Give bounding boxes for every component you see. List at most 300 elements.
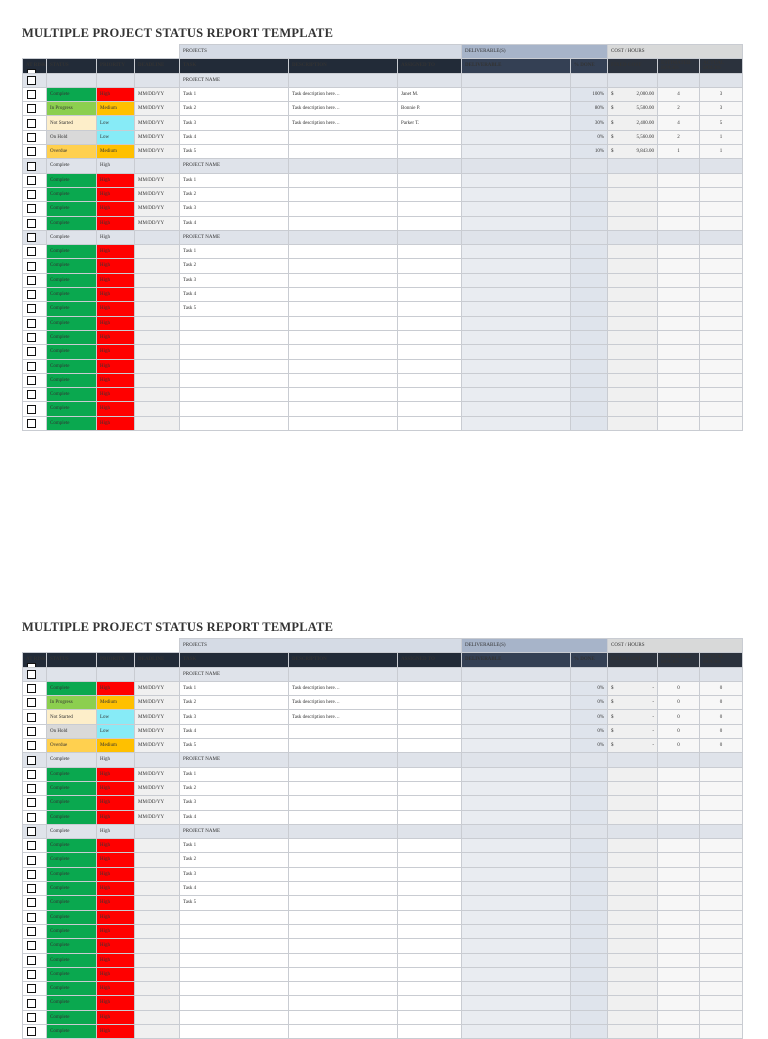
estimated-hours-cell[interactable] bbox=[658, 781, 700, 795]
deadline-cell[interactable]: MM/DD/YY bbox=[135, 724, 180, 738]
fixed-cost-cell[interactable] bbox=[608, 867, 658, 881]
deliverable-cell[interactable] bbox=[462, 359, 571, 373]
deliverable-cell[interactable] bbox=[462, 939, 571, 953]
at-risk-checkbox[interactable] bbox=[27, 913, 36, 922]
actual-hours-cell[interactable]: 0 bbox=[700, 739, 743, 753]
fixed-cost-cell[interactable] bbox=[608, 202, 658, 216]
pct-done-cell[interactable] bbox=[571, 288, 608, 302]
estimated-hours-cell[interactable] bbox=[658, 1025, 700, 1039]
estimated-hours-cell[interactable] bbox=[658, 230, 700, 244]
status-cell[interactable]: Complete bbox=[47, 202, 97, 216]
assigned-to-cell[interactable] bbox=[398, 402, 462, 416]
deliverable-cell[interactable] bbox=[462, 710, 571, 724]
at-risk-checkbox[interactable] bbox=[27, 741, 36, 750]
pct-done-cell[interactable]: 30% bbox=[571, 116, 608, 130]
deadline-cell[interactable]: MM/DD/YY bbox=[135, 810, 180, 824]
fixed-cost-cell[interactable] bbox=[608, 316, 658, 330]
priority-cell[interactable]: High bbox=[97, 273, 135, 287]
estimated-hours-cell[interactable] bbox=[658, 982, 700, 996]
pct-done-cell[interactable] bbox=[571, 753, 608, 767]
status-cell[interactable]: Complete bbox=[47, 796, 97, 810]
actual-hours-cell[interactable] bbox=[700, 259, 743, 273]
at-risk-checkbox[interactable] bbox=[27, 304, 36, 313]
at-risk-checkbox[interactable] bbox=[27, 233, 36, 242]
deliverable-cell[interactable] bbox=[462, 767, 571, 781]
fixed-cost-cell[interactable] bbox=[608, 73, 658, 87]
task-cell[interactable] bbox=[180, 939, 289, 953]
task-cell[interactable] bbox=[180, 953, 289, 967]
deliverable-cell[interactable] bbox=[462, 130, 571, 144]
deadline-cell[interactable] bbox=[135, 882, 180, 896]
description-cell[interactable] bbox=[289, 259, 398, 273]
task-cell[interactable] bbox=[180, 388, 289, 402]
description-cell[interactable] bbox=[289, 316, 398, 330]
priority-cell[interactable]: High bbox=[97, 345, 135, 359]
task-cell[interactable] bbox=[180, 1025, 289, 1039]
description-cell[interactable] bbox=[289, 939, 398, 953]
priority-cell[interactable]: Medium bbox=[97, 696, 135, 710]
status-cell[interactable]: Complete bbox=[47, 839, 97, 853]
fixed-cost-cell[interactable] bbox=[608, 924, 658, 938]
project-name-cell[interactable]: PROJECT NAME bbox=[180, 753, 289, 767]
fixed-cost-cell[interactable] bbox=[608, 1010, 658, 1024]
fixed-cost-cell[interactable] bbox=[608, 753, 658, 767]
estimated-hours-cell[interactable]: 0 bbox=[658, 681, 700, 695]
description-cell[interactable] bbox=[289, 187, 398, 201]
priority-cell[interactable]: High bbox=[97, 359, 135, 373]
estimated-hours-cell[interactable] bbox=[658, 924, 700, 938]
actual-hours-cell[interactable] bbox=[700, 202, 743, 216]
assigned-to-cell[interactable] bbox=[398, 259, 462, 273]
pct-done-cell[interactable] bbox=[571, 73, 608, 87]
deliverable-cell[interactable] bbox=[462, 924, 571, 938]
deadline-cell[interactable] bbox=[135, 73, 180, 87]
assigned-to-cell[interactable] bbox=[398, 939, 462, 953]
description-cell[interactable] bbox=[289, 302, 398, 316]
priority-cell[interactable]: High bbox=[97, 202, 135, 216]
priority-cell[interactable] bbox=[97, 73, 135, 87]
assigned-to-cell[interactable] bbox=[398, 345, 462, 359]
fixed-cost-cell[interactable] bbox=[608, 896, 658, 910]
actual-hours-cell[interactable] bbox=[700, 753, 743, 767]
priority-cell[interactable]: High bbox=[97, 302, 135, 316]
description-cell[interactable]: Task description here… bbox=[289, 102, 398, 116]
at-risk-checkbox[interactable] bbox=[27, 347, 36, 356]
actual-hours-cell[interactable] bbox=[700, 939, 743, 953]
at-risk-checkbox[interactable] bbox=[27, 841, 36, 850]
task-cell[interactable]: Task 5 bbox=[180, 302, 289, 316]
assigned-to-cell[interactable] bbox=[398, 924, 462, 938]
pct-done-cell[interactable]: 0% bbox=[571, 130, 608, 144]
pct-done-cell[interactable] bbox=[571, 1010, 608, 1024]
status-cell[interactable]: Complete bbox=[47, 810, 97, 824]
assigned-to-cell[interactable] bbox=[398, 867, 462, 881]
assigned-to-cell[interactable]: Bonnie P. bbox=[398, 102, 462, 116]
assigned-to-cell[interactable] bbox=[398, 388, 462, 402]
actual-hours-cell[interactable] bbox=[700, 416, 743, 430]
estimated-hours-cell[interactable] bbox=[658, 753, 700, 767]
assigned-to-cell[interactable] bbox=[398, 996, 462, 1010]
deadline-cell[interactable]: MM/DD/YY bbox=[135, 216, 180, 230]
deadline-cell[interactable] bbox=[135, 924, 180, 938]
description-cell[interactable] bbox=[289, 796, 398, 810]
assigned-to-cell[interactable] bbox=[398, 681, 462, 695]
at-risk-checkbox[interactable] bbox=[27, 884, 36, 893]
deadline-cell[interactable] bbox=[135, 273, 180, 287]
description-cell[interactable] bbox=[289, 967, 398, 981]
task-cell[interactable]: Task 1 bbox=[180, 767, 289, 781]
description-cell[interactable] bbox=[289, 273, 398, 287]
task-cell[interactable] bbox=[180, 910, 289, 924]
deadline-cell[interactable]: MM/DD/YY bbox=[135, 173, 180, 187]
actual-hours-cell[interactable] bbox=[700, 796, 743, 810]
assigned-to-cell[interactable] bbox=[398, 853, 462, 867]
at-risk-checkbox[interactable] bbox=[27, 984, 36, 993]
deliverable-cell[interactable] bbox=[462, 681, 571, 695]
deliverable-cell[interactable] bbox=[462, 259, 571, 273]
status-cell[interactable]: Complete bbox=[47, 359, 97, 373]
status-cell[interactable]: Complete bbox=[47, 896, 97, 910]
actual-hours-cell[interactable]: 3 bbox=[700, 87, 743, 101]
pct-done-cell[interactable] bbox=[571, 939, 608, 953]
estimated-hours-cell[interactable] bbox=[658, 216, 700, 230]
status-cell[interactable]: On Hold bbox=[47, 724, 97, 738]
fixed-cost-cell[interactable] bbox=[608, 288, 658, 302]
task-cell[interactable]: Task 3 bbox=[180, 867, 289, 881]
description-cell[interactable] bbox=[289, 982, 398, 996]
assigned-to-cell[interactable] bbox=[398, 710, 462, 724]
assigned-to-cell[interactable] bbox=[398, 416, 462, 430]
deadline-cell[interactable] bbox=[135, 230, 180, 244]
fixed-cost-cell[interactable] bbox=[608, 882, 658, 896]
assigned-to-cell[interactable] bbox=[398, 753, 462, 767]
assigned-to-cell[interactable] bbox=[398, 145, 462, 159]
deadline-cell[interactable] bbox=[135, 359, 180, 373]
task-cell[interactable]: Task 4 bbox=[180, 882, 289, 896]
estimated-hours-cell[interactable] bbox=[658, 1010, 700, 1024]
fixed-cost-cell[interactable] bbox=[608, 373, 658, 387]
deadline-cell[interactable]: MM/DD/YY bbox=[135, 767, 180, 781]
assigned-to-cell[interactable] bbox=[398, 359, 462, 373]
status-cell[interactable]: Complete bbox=[47, 159, 97, 173]
pct-done-cell[interactable] bbox=[571, 259, 608, 273]
at-risk-checkbox[interactable] bbox=[27, 698, 36, 707]
deliverable-cell[interactable] bbox=[462, 416, 571, 430]
deliverable-cell[interactable] bbox=[462, 87, 571, 101]
header-checkbox[interactable] bbox=[27, 663, 36, 667]
task-cell[interactable] bbox=[180, 416, 289, 430]
at-risk-checkbox[interactable] bbox=[27, 870, 36, 879]
estimated-hours-cell[interactable] bbox=[658, 245, 700, 259]
priority-cell[interactable]: High bbox=[97, 681, 135, 695]
status-cell[interactable]: Complete bbox=[47, 302, 97, 316]
pct-done-cell[interactable] bbox=[571, 187, 608, 201]
deliverable-cell[interactable] bbox=[462, 810, 571, 824]
description-cell[interactable] bbox=[289, 910, 398, 924]
status-cell[interactable]: Not Started bbox=[47, 116, 97, 130]
priority-cell[interactable]: High bbox=[97, 316, 135, 330]
pct-done-cell[interactable] bbox=[571, 273, 608, 287]
deliverable-cell[interactable] bbox=[462, 216, 571, 230]
pct-done-cell[interactable] bbox=[571, 767, 608, 781]
priority-cell[interactable] bbox=[97, 667, 135, 681]
at-risk-checkbox[interactable] bbox=[27, 713, 36, 722]
header-checkbox[interactable] bbox=[27, 69, 36, 73]
deadline-cell[interactable]: MM/DD/YY bbox=[135, 696, 180, 710]
assigned-to-cell[interactable] bbox=[398, 230, 462, 244]
description-cell[interactable] bbox=[289, 739, 398, 753]
fixed-cost-cell[interactable] bbox=[608, 739, 658, 753]
deadline-cell[interactable] bbox=[135, 839, 180, 853]
pct-done-cell[interactable]: 0% bbox=[571, 696, 608, 710]
priority-cell[interactable]: High bbox=[97, 259, 135, 273]
pct-done-cell[interactable] bbox=[571, 330, 608, 344]
fixed-cost-cell[interactable] bbox=[608, 696, 658, 710]
actual-hours-cell[interactable] bbox=[700, 982, 743, 996]
at-risk-checkbox[interactable] bbox=[27, 190, 36, 199]
status-cell[interactable]: Complete bbox=[47, 330, 97, 344]
actual-hours-cell[interactable] bbox=[700, 896, 743, 910]
pct-done-cell[interactable] bbox=[571, 853, 608, 867]
actual-hours-cell[interactable] bbox=[700, 359, 743, 373]
assigned-to-cell[interactable] bbox=[398, 967, 462, 981]
status-cell[interactable]: Not Started bbox=[47, 710, 97, 724]
pct-done-cell[interactable] bbox=[571, 159, 608, 173]
at-risk-checkbox[interactable] bbox=[27, 162, 36, 171]
deadline-cell[interactable] bbox=[135, 896, 180, 910]
estimated-hours-cell[interactable] bbox=[658, 667, 700, 681]
assigned-to-cell[interactable] bbox=[398, 667, 462, 681]
at-risk-checkbox[interactable] bbox=[27, 405, 36, 414]
actual-hours-cell[interactable] bbox=[700, 173, 743, 187]
status-cell[interactable]: Complete bbox=[47, 245, 97, 259]
status-cell[interactable]: Complete bbox=[47, 781, 97, 795]
description-cell[interactable]: Task description here… bbox=[289, 696, 398, 710]
at-risk-checkbox[interactable] bbox=[27, 319, 36, 328]
deadline-cell[interactable]: MM/DD/YY bbox=[135, 116, 180, 130]
priority-cell[interactable]: Low bbox=[97, 710, 135, 724]
pct-done-cell[interactable]: 0% bbox=[571, 710, 608, 724]
task-cell[interactable]: Task 3 bbox=[180, 202, 289, 216]
deliverable-cell[interactable] bbox=[462, 159, 571, 173]
estimated-hours-cell[interactable]: 0 bbox=[658, 739, 700, 753]
status-cell[interactable]: Complete bbox=[47, 996, 97, 1010]
deliverable-cell[interactable] bbox=[462, 173, 571, 187]
deliverable-cell[interactable] bbox=[462, 853, 571, 867]
status-cell[interactable]: Complete bbox=[47, 402, 97, 416]
task-cell[interactable] bbox=[180, 402, 289, 416]
deliverable-cell[interactable] bbox=[462, 302, 571, 316]
deadline-cell[interactable] bbox=[135, 316, 180, 330]
deliverable-cell[interactable] bbox=[462, 781, 571, 795]
pct-done-cell[interactable] bbox=[571, 416, 608, 430]
fixed-cost-cell[interactable] bbox=[608, 710, 658, 724]
actual-hours-cell[interactable] bbox=[700, 159, 743, 173]
estimated-hours-cell[interactable]: 4 bbox=[658, 87, 700, 101]
actual-hours-cell[interactable] bbox=[700, 316, 743, 330]
assigned-to-cell[interactable] bbox=[398, 839, 462, 853]
status-cell[interactable]: Complete bbox=[47, 982, 97, 996]
deadline-cell[interactable]: MM/DD/YY bbox=[135, 781, 180, 795]
actual-hours-cell[interactable] bbox=[700, 839, 743, 853]
task-cell[interactable] bbox=[180, 996, 289, 1010]
task-cell[interactable]: Task 4 bbox=[180, 288, 289, 302]
deadline-cell[interactable]: MM/DD/YY bbox=[135, 739, 180, 753]
at-risk-checkbox[interactable] bbox=[27, 898, 36, 907]
status-cell[interactable]: Complete bbox=[47, 87, 97, 101]
actual-hours-cell[interactable] bbox=[700, 1010, 743, 1024]
deliverable-cell[interactable] bbox=[462, 967, 571, 981]
assigned-to-cell[interactable]: Janet M. bbox=[398, 87, 462, 101]
deadline-cell[interactable] bbox=[135, 867, 180, 881]
task-cell[interactable]: Task 1 bbox=[180, 173, 289, 187]
priority-cell[interactable]: High bbox=[97, 416, 135, 430]
assigned-to-cell[interactable] bbox=[398, 767, 462, 781]
task-cell[interactable] bbox=[180, 1010, 289, 1024]
description-cell[interactable] bbox=[289, 724, 398, 738]
status-cell[interactable]: Complete bbox=[47, 953, 97, 967]
status-cell[interactable]: Complete bbox=[47, 767, 97, 781]
deadline-cell[interactable] bbox=[135, 853, 180, 867]
status-cell[interactable]: Complete bbox=[47, 273, 97, 287]
estimated-hours-cell[interactable] bbox=[658, 302, 700, 316]
actual-hours-cell[interactable] bbox=[700, 330, 743, 344]
priority-cell[interactable]: Low bbox=[97, 130, 135, 144]
pct-done-cell[interactable]: 10% bbox=[571, 145, 608, 159]
actual-hours-cell[interactable] bbox=[700, 910, 743, 924]
assigned-to-cell[interactable] bbox=[398, 739, 462, 753]
at-risk-checkbox[interactable] bbox=[27, 376, 36, 385]
actual-hours-cell[interactable] bbox=[700, 996, 743, 1010]
estimated-hours-cell[interactable] bbox=[658, 882, 700, 896]
assigned-to-cell[interactable] bbox=[398, 910, 462, 924]
status-cell[interactable]: In Progress bbox=[47, 696, 97, 710]
priority-cell[interactable]: High bbox=[97, 982, 135, 996]
status-cell[interactable] bbox=[47, 73, 97, 87]
estimated-hours-cell[interactable] bbox=[658, 73, 700, 87]
priority-cell[interactable]: High bbox=[97, 939, 135, 953]
description-cell[interactable] bbox=[289, 853, 398, 867]
priority-cell[interactable]: High bbox=[97, 953, 135, 967]
priority-cell[interactable]: High bbox=[97, 781, 135, 795]
status-cell[interactable]: Overdue bbox=[47, 739, 97, 753]
task-cell[interactable]: Task 1 bbox=[180, 87, 289, 101]
actual-hours-cell[interactable] bbox=[700, 667, 743, 681]
at-risk-checkbox[interactable] bbox=[27, 219, 36, 228]
pct-done-cell[interactable] bbox=[571, 924, 608, 938]
fixed-cost-cell[interactable] bbox=[608, 416, 658, 430]
fixed-cost-cell[interactable] bbox=[608, 767, 658, 781]
description-cell[interactable] bbox=[289, 345, 398, 359]
estimated-hours-cell[interactable] bbox=[658, 330, 700, 344]
fixed-cost-cell[interactable] bbox=[608, 796, 658, 810]
priority-cell[interactable]: High bbox=[97, 330, 135, 344]
priority-cell[interactable]: High bbox=[97, 839, 135, 853]
assigned-to-cell[interactable] bbox=[398, 810, 462, 824]
deadline-cell[interactable] bbox=[135, 967, 180, 981]
deliverable-cell[interactable] bbox=[462, 330, 571, 344]
pct-done-cell[interactable] bbox=[571, 230, 608, 244]
fixed-cost-cell[interactable] bbox=[608, 853, 658, 867]
status-cell[interactable]: On Hold bbox=[47, 130, 97, 144]
deliverable-cell[interactable] bbox=[462, 1010, 571, 1024]
priority-cell[interactable]: High bbox=[97, 896, 135, 910]
status-cell[interactable]: Complete bbox=[47, 1010, 97, 1024]
actual-hours-cell[interactable] bbox=[700, 810, 743, 824]
estimated-hours-cell[interactable] bbox=[658, 853, 700, 867]
description-cell[interactable] bbox=[289, 402, 398, 416]
description-cell[interactable] bbox=[289, 388, 398, 402]
description-cell[interactable] bbox=[289, 73, 398, 87]
priority-cell[interactable]: High bbox=[97, 882, 135, 896]
at-risk-checkbox[interactable] bbox=[27, 813, 36, 822]
task-cell[interactable] bbox=[180, 373, 289, 387]
task-cell[interactable]: Task 2 bbox=[180, 853, 289, 867]
at-risk-checkbox[interactable] bbox=[27, 941, 36, 950]
priority-cell[interactable]: Medium bbox=[97, 739, 135, 753]
description-cell[interactable]: Task description here… bbox=[289, 116, 398, 130]
status-cell[interactable]: Complete bbox=[47, 867, 97, 881]
pct-done-cell[interactable] bbox=[571, 867, 608, 881]
actual-hours-cell[interactable] bbox=[700, 867, 743, 881]
deliverable-cell[interactable] bbox=[462, 1025, 571, 1039]
at-risk-checkbox[interactable] bbox=[27, 670, 36, 679]
task-cell[interactable]: Task 3 bbox=[180, 273, 289, 287]
deliverable-cell[interactable] bbox=[462, 753, 571, 767]
description-cell[interactable] bbox=[289, 1010, 398, 1024]
deliverable-cell[interactable] bbox=[462, 402, 571, 416]
at-risk-checkbox[interactable] bbox=[27, 176, 36, 185]
fixed-cost-cell[interactable] bbox=[608, 259, 658, 273]
fixed-cost-cell[interactable] bbox=[608, 982, 658, 996]
task-cell[interactable]: Task 3 bbox=[180, 710, 289, 724]
at-risk-checkbox[interactable] bbox=[27, 362, 36, 371]
pct-done-cell[interactable] bbox=[571, 824, 608, 838]
description-cell[interactable]: Task description here… bbox=[289, 87, 398, 101]
actual-hours-cell[interactable] bbox=[700, 1025, 743, 1039]
assigned-to-cell[interactable] bbox=[398, 245, 462, 259]
priority-cell[interactable]: High bbox=[97, 753, 135, 767]
pct-done-cell[interactable]: 80% bbox=[571, 102, 608, 116]
deadline-cell[interactable] bbox=[135, 1025, 180, 1039]
assigned-to-cell[interactable] bbox=[398, 130, 462, 144]
assigned-to-cell[interactable] bbox=[398, 302, 462, 316]
description-cell[interactable] bbox=[289, 810, 398, 824]
at-risk-checkbox[interactable] bbox=[27, 856, 36, 865]
status-cell[interactable] bbox=[47, 667, 97, 681]
pct-done-cell[interactable] bbox=[571, 345, 608, 359]
priority-cell[interactable]: High bbox=[97, 159, 135, 173]
deadline-cell[interactable]: MM/DD/YY bbox=[135, 102, 180, 116]
priority-cell[interactable]: High bbox=[97, 853, 135, 867]
deliverable-cell[interactable] bbox=[462, 116, 571, 130]
fixed-cost-cell[interactable] bbox=[608, 910, 658, 924]
estimated-hours-cell[interactable] bbox=[658, 402, 700, 416]
deadline-cell[interactable] bbox=[135, 667, 180, 681]
status-cell[interactable]: Complete bbox=[47, 173, 97, 187]
deliverable-cell[interactable] bbox=[462, 796, 571, 810]
pct-done-cell[interactable] bbox=[571, 667, 608, 681]
deliverable-cell[interactable] bbox=[462, 953, 571, 967]
deadline-cell[interactable] bbox=[135, 402, 180, 416]
fixed-cost-cell[interactable] bbox=[608, 330, 658, 344]
assigned-to-cell[interactable] bbox=[398, 824, 462, 838]
description-cell[interactable] bbox=[289, 202, 398, 216]
deadline-cell[interactable] bbox=[135, 982, 180, 996]
status-cell[interactable]: Complete bbox=[47, 824, 97, 838]
estimated-hours-cell[interactable] bbox=[658, 288, 700, 302]
deliverable-cell[interactable] bbox=[462, 696, 571, 710]
